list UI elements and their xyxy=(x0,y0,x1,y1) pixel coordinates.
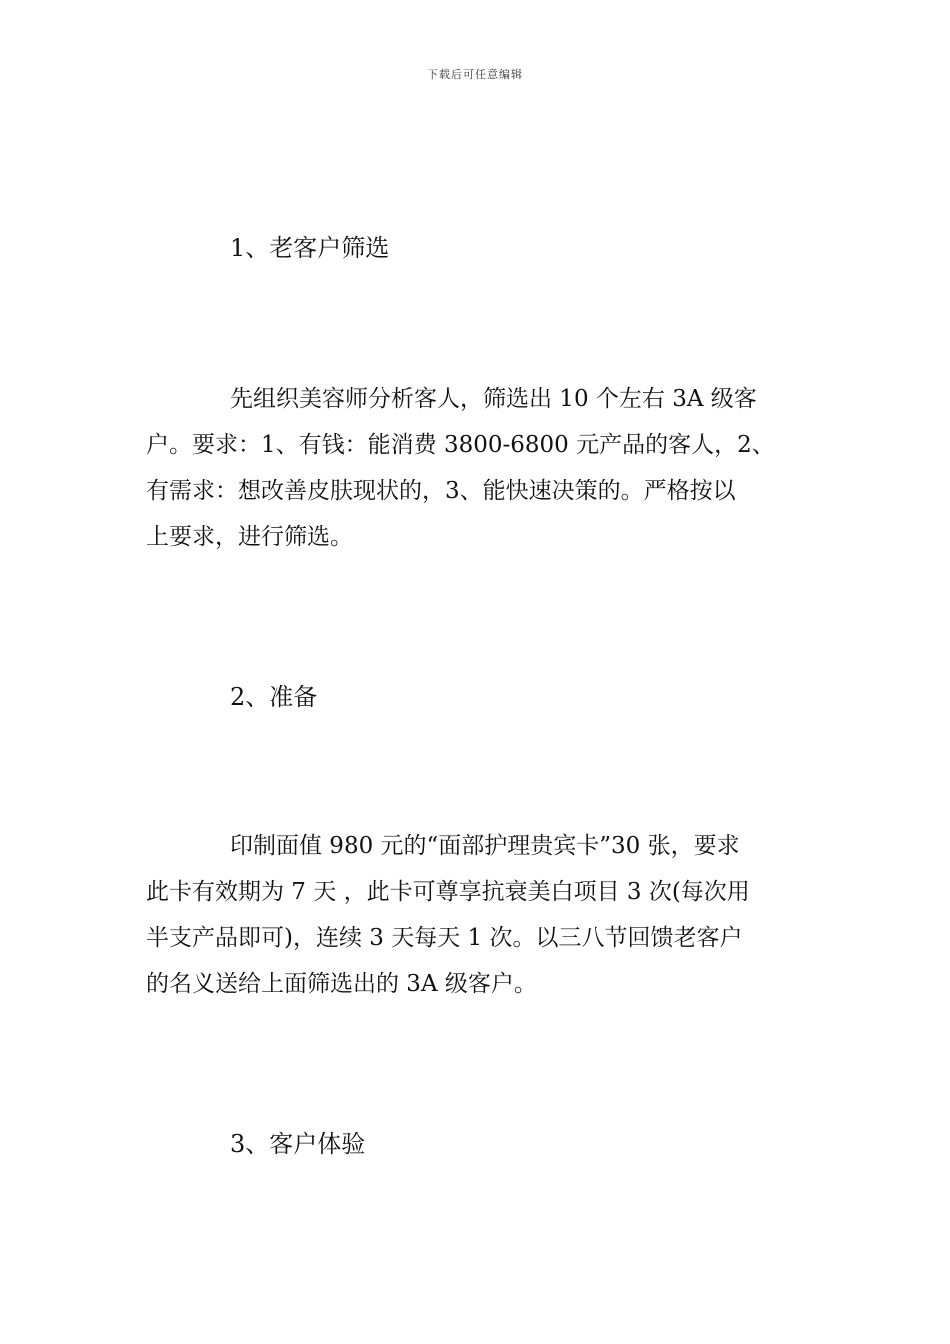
paragraph-line: 此卡有效期为 7 天 ，此卡可尊享抗衰美白项目 3 次(每次用 xyxy=(146,879,750,905)
paragraph-line: 印制面值 980 元的“面部护理贵宾卡”30 张，要求 xyxy=(230,833,740,859)
paragraph-line: 有需求：想改善皮肤现状的，3、能快速决策的。严格按以 xyxy=(146,478,736,504)
page-header: 下载后可任意编辑 xyxy=(427,68,523,81)
paragraph-line: 的名义送给上面筛选出的 3A 级客户。 xyxy=(146,971,537,997)
section-heading-customer-screening: 1、老客户筛选 xyxy=(230,234,390,262)
section-heading-preparation: 2、准备 xyxy=(230,683,318,711)
paragraph-preparation xyxy=(146,823,810,1007)
paragraph-line: 户。要求：1、有钱：能消费 3800-6800 元产品的客人，2、 xyxy=(146,432,775,458)
paragraph-line: 上要求，进行筛选。 xyxy=(146,524,353,550)
paragraph-customer-screening xyxy=(146,376,810,560)
section-heading-customer-experience: 3、客户体验 xyxy=(230,1130,366,1158)
paragraph-line: 先组织美容师分析客人，筛选出 10 个左右 3A 级客 xyxy=(230,386,757,412)
paragraph-line: 半支产品即可)，连续 3 天每天 1 次。以三八节回馈老客户 xyxy=(146,925,743,951)
